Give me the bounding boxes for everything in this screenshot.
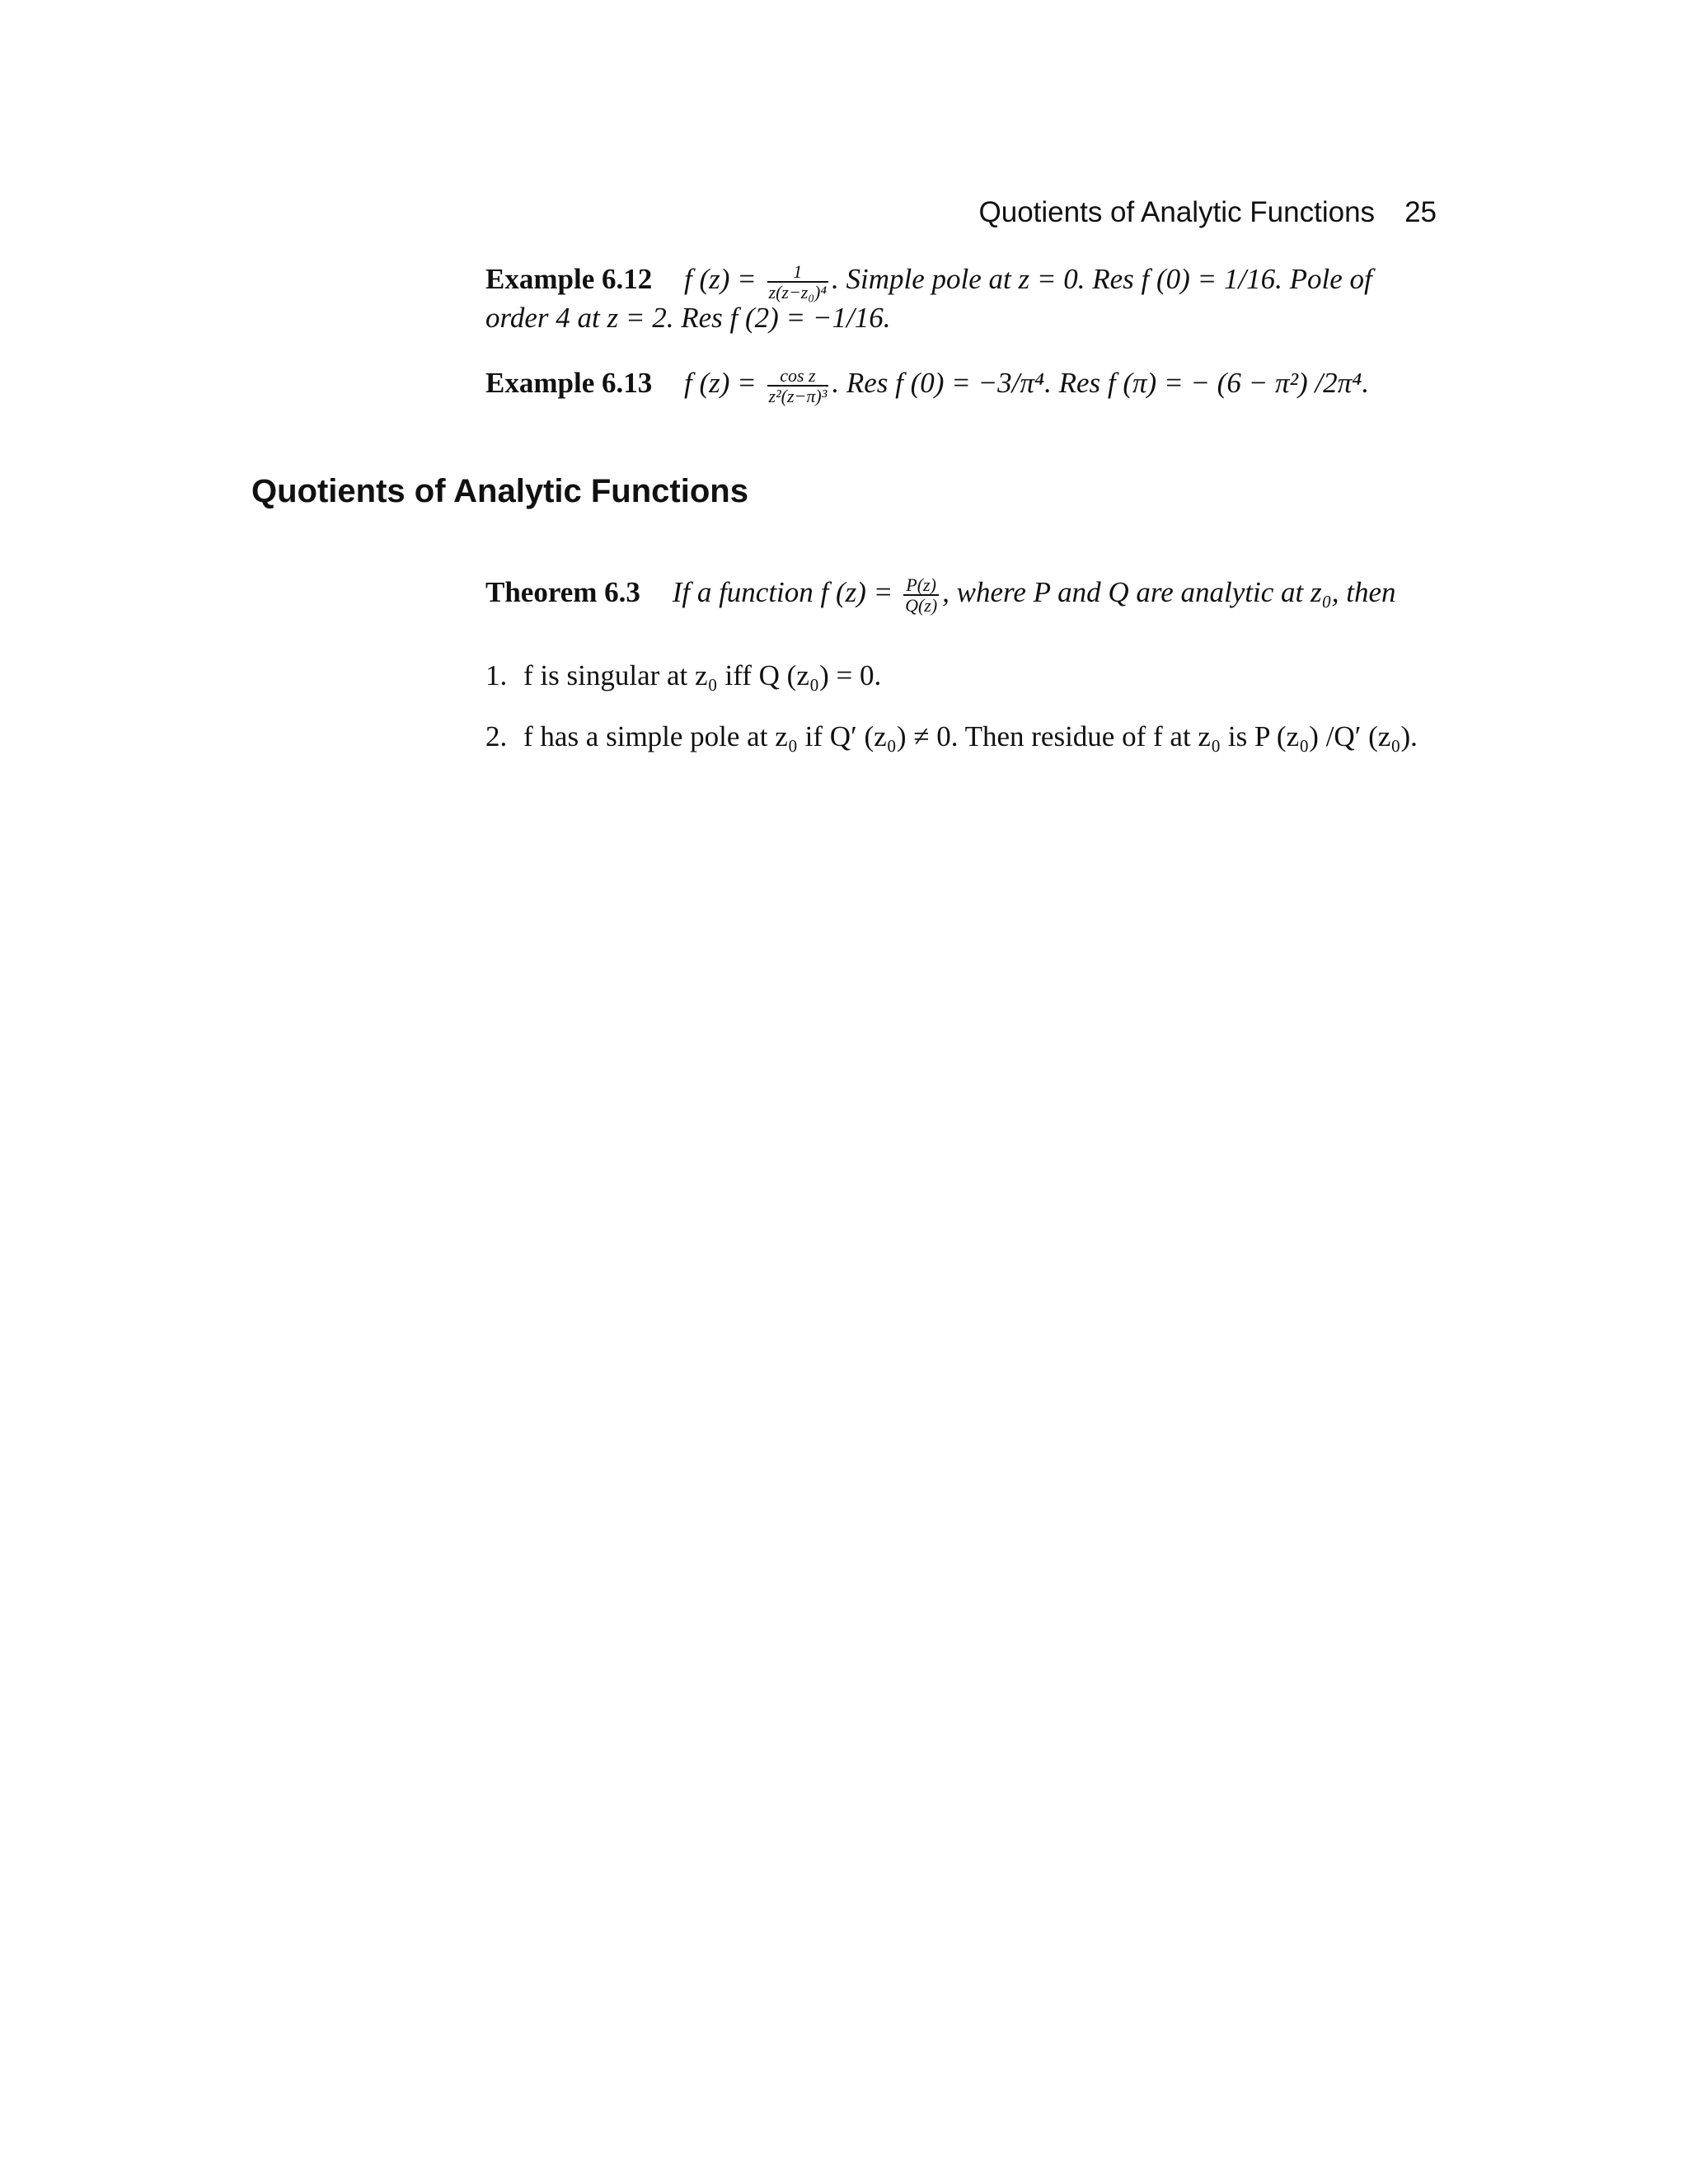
example-6-13-numerator: cos z: [780, 365, 816, 386]
running-header: [979, 196, 1437, 229]
page-number: 25: [1404, 196, 1437, 228]
theorem-6-3-numerator: P(z): [906, 574, 936, 595]
list-item-text: f has a simple pole at z₀ if Q′ (z₀) ≠ 0. Then residue of f at z₀ is P (z₀) /Q′ (z₀).: [523, 720, 1418, 752]
example-6-13-fraction: [767, 366, 829, 405]
list-item: [485, 659, 1418, 692]
example-6-12-line1: [485, 262, 1372, 302]
theorem-6-3-label: Theorem 6.3: [485, 576, 640, 609]
theorem-6-3-text-after: , where P and Q are analytic at z₀, then: [942, 576, 1396, 609]
example-6-13-label: Example 6.13: [485, 367, 653, 400]
example-6-12-label: Example 6.12: [485, 263, 653, 296]
example-6-13-lhs: f (z) =: [683, 367, 757, 400]
example-6-12-denominator: z(z−z₀)⁴: [768, 282, 827, 303]
example-6-12-fraction: [767, 262, 828, 302]
theorem-6-3-fraction: [903, 575, 939, 615]
example-6-12-line2: [485, 302, 890, 335]
list-item-number: 1.: [485, 659, 508, 691]
list-item: [485, 720, 1418, 753]
example-6-13-text: . Res f (0) = −3/π⁴. Res f (π) = − (6 − π²) /2π⁴.: [832, 367, 1370, 400]
example-6-13: [485, 366, 1369, 405]
theorem-6-3-denominator: Q(z): [905, 595, 938, 616]
example-6-12-numerator: 1: [793, 261, 803, 282]
theorem-6-3: [485, 575, 1396, 615]
list-item-number: 2.: [485, 720, 508, 752]
example-6-13-denominator: z²(z−π)³: [768, 386, 828, 407]
theorem-6-3-text-before: If a function f (z) =: [672, 576, 893, 609]
theorem-conditions-list: [485, 659, 1418, 781]
example-6-12-text1: . Simple pole at z = 0. Res f (0) = 1/16. Pole of: [832, 263, 1372, 296]
list-item-text: f is singular at z₀ iff Q (z₀) = 0.: [523, 659, 882, 691]
running-header-title: Quotients of Analytic Functions: [978, 196, 1376, 228]
section-title: Quotients of Analytic Functions: [251, 473, 748, 509]
example-6-12-lhs: f (z) =: [683, 263, 757, 296]
example-6-12-text2: order 4 at z = 2. Res f (2) = −1/16.: [485, 302, 891, 334]
